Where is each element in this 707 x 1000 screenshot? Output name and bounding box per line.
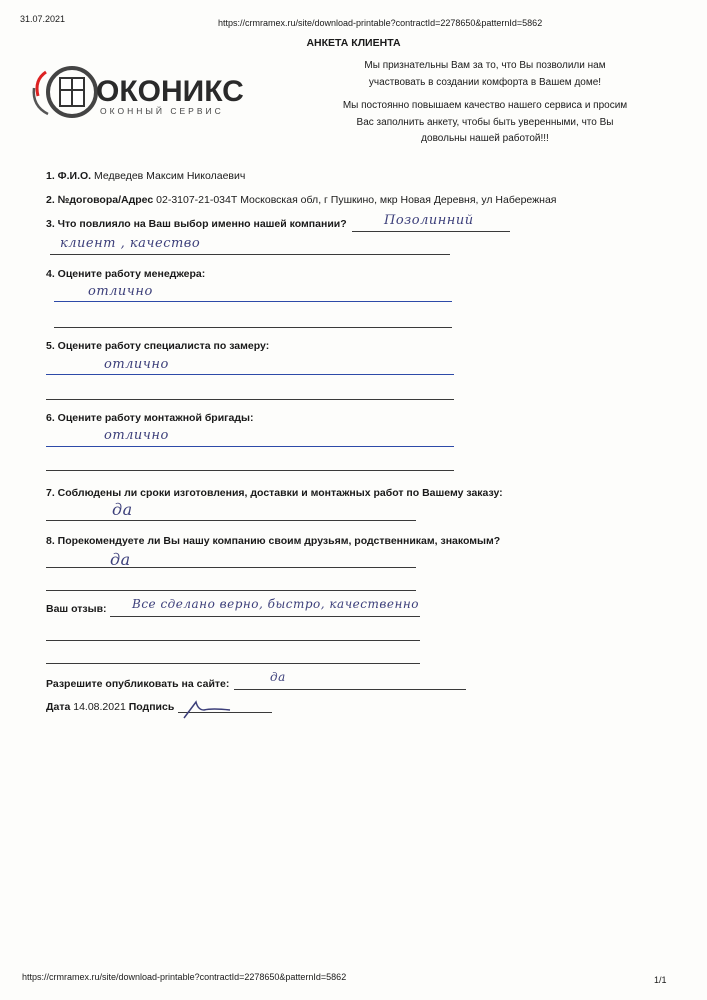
footer-url: https://crmramex.ru/site/download-printable?contractId=2278650&patternId=5862 [22,972,347,982]
q6-handwritten: отлично [104,428,169,443]
answer-line [46,567,416,568]
page-number: 1/1 [654,975,667,985]
answer-line [46,520,416,521]
answer-line [46,446,454,447]
answer-line [54,327,452,328]
answer-line [46,399,454,400]
header-url: https://crmramex.ru/site/download-printable?contractId=2278650&patternId=5862 [218,18,543,28]
question-deadlines: 7. Соблюдены ли сроки изготовления, доставки и монтажных работ по Вашему заказу: [46,487,503,499]
print-date: 31.07.2021 [20,14,66,24]
answer-line [46,470,454,471]
q3-handwritten-1: Позолинний [384,213,474,228]
q8-handwritten: да [110,550,131,569]
publish-label: Разрешите опубликовать на сайте: [46,678,230,690]
q3-handwritten-2: клиент , качество [60,236,201,251]
question-recommend: 8. Порекомендуете ли Вы нашу компанию своим друзьям, родственникам, знакомым? [46,535,501,547]
question-installers: 6. Оцените работу монтажной бригады: [46,412,254,424]
answer-line [54,301,452,302]
q5-handwritten: отлично [104,357,169,372]
answer-line [352,231,510,232]
answer-line [46,640,420,641]
q7-handwritten: да [112,500,133,519]
name-value: Медведев Максим Николаевич [94,170,246,182]
answer-line [50,254,450,255]
question-manager: 4. Оцените работу менеджера: [46,268,206,280]
publish-handwritten: да [270,670,286,684]
answer-line [234,689,466,690]
intro-paragraph-1: Мы признательны Вам за то, что Вы позволили нам участвовать в создании комфорта в Вашем доме! [364,60,606,88]
svg-text:ОКОННЫЙ СЕРВИС: ОКОННЫЙ СЕРВИС [100,106,224,116]
signature-mark [180,696,240,722]
review-handwritten: Все сделано верно, быстро, качественно [132,597,419,611]
svg-text:ОКОНИКС: ОКОНИКС [96,75,244,108]
answer-line [46,663,420,664]
answer-line [46,374,454,375]
intro-paragraph-2: Мы постоянно повышаем качество нашего сервиса и просим Вас заполнить анкету, чтобы быть уверенными, что Вы довольны нашей работой!!! [342,100,628,144]
contract-value: 02-3107-21-034Т Московская обл, г Пушкино, мкр Новая Деревня, ул Набережная [156,194,557,206]
date-sign-row: Дата 14.08.2021 Подпись [46,701,175,713]
form-title: АНКЕТА КЛИЕНТА [306,37,401,49]
company-logo [30,58,270,128]
question-contract: 2. №договора/Адрес 02-3107-21-034Т Московская обл, г Пушкино, мкр Новая Деревня, ул Набережная [46,194,557,206]
review-label: Ваш отзыв: [46,603,107,615]
question-name: 1. Ф.И.О. Медведев Максим Николаевич [46,170,246,182]
window-logo-icon [30,58,270,128]
answer-line [46,590,416,591]
question-choice: 3. Что повлияло на Ваш выбор именно нашей компании? [46,218,347,230]
question-measurer: 5. Оцените работу специалиста по замеру: [46,340,270,352]
q4-handwritten: отлично [88,284,153,299]
answer-line [110,616,420,617]
date-value: 14.08.2021 [73,701,126,713]
